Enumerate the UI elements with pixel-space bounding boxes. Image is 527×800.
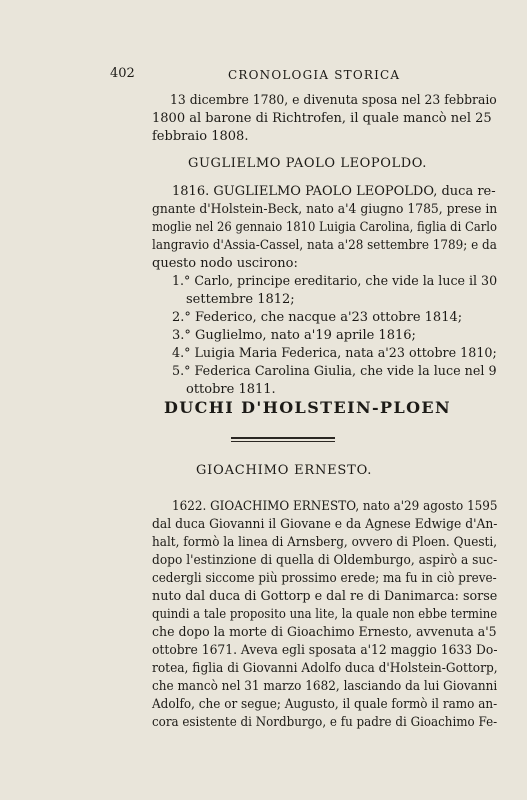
text-line: questo nodo uscirono:	[152, 256, 298, 271]
text-line: nuto dal duca di Gottorp e dal re di Danimarca: sorse	[152, 589, 498, 604]
text-line: gnante d'Holstein-Beck, nato a'4 giugno 1785, prese in	[152, 202, 498, 217]
list-item: settembre 1812;	[186, 292, 295, 307]
text-line: 1816. GUGLIELMO PAOLO LEOPOLDO, duca re-	[172, 184, 496, 199]
text-line: cedergli siccome più prossimo erede; ma fu in ciò preve-	[152, 571, 497, 586]
text-line: febbraio 1808.	[152, 129, 249, 144]
section-heading: GUGLIELMO PAOLO LEOPOLDO.	[188, 156, 428, 171]
divider	[231, 441, 335, 442]
text-line: che dopo la morte di Gioachimo Ernesto, avvenuta a'5	[152, 625, 497, 640]
text-line: moglie nel 26 gennaio 1810 Luigia Carolina, figlia di Carlo	[152, 220, 497, 235]
divider	[231, 437, 335, 439]
running-head: CRONOLOGIA STORICA	[228, 68, 401, 82]
text-line: 1622. GIOACHIMO ERNESTO, nato a'29 agosto 1595	[172, 499, 498, 514]
text-line: quindi a tale proposito una lite, la quale non ebbe termine	[152, 607, 498, 622]
list-item: ottobre 1811.	[186, 382, 276, 397]
text-line: che mancò nel 31 marzo 1682, lasciando da lui Giovanni	[152, 679, 498, 694]
text-line: langravio d'Assia-Cassel, nata a'28 settembre 1789; e da	[152, 238, 497, 253]
section-heading: GIOACHIMO ERNESTO.	[196, 463, 373, 478]
text-line: cora esistente di Nordburgo, e fu padre di Gioachimo Fe-	[152, 715, 498, 730]
page-number: 402	[110, 66, 135, 81]
text-line: 1800 al barone di Richtrofen, il quale mancò nel 25	[152, 111, 492, 126]
text-line: halt, formò la linea di Arnsberg, ovvero di Ploen. Questi,	[152, 535, 498, 550]
text-line: ottobre 1671. Aveva egli sposata a'12 maggio 1633 Do-	[152, 643, 498, 658]
list-item: 2.° Federico, che nacque a'23 ottobre 1814;	[172, 310, 463, 325]
text-line: Adolfo, che or segue; Augusto, il quale formò il ramo an-	[152, 697, 498, 712]
list-item: 1.° Carlo, principe ereditario, che vide la luce il 30	[172, 274, 498, 289]
list-item: 3.° Guglielmo, nato a'19 aprile 1816;	[172, 328, 416, 343]
text-line: dal duca Giovanni il Giovane e da Agnese Edwige d'An-	[152, 517, 498, 532]
list-item: 5.° Federica Carolina Giulia, che vide la luce nel 9	[172, 364, 497, 379]
text-line: dopo l'estinzione di quella di Oldemburgo, aspirò a suc-	[152, 553, 498, 568]
list-item: 4.° Luigia Maria Federica, nata a'23 ottobre 1810;	[172, 346, 497, 361]
text-line: rotea, figlia di Giovanni Adolfo duca d'Holstein-Gottorp,	[152, 661, 498, 676]
section-title: DUCHI D'HOLSTEIN-PLOEN	[164, 398, 452, 417]
text-line: 13 dicembre 1780, e divenuta sposa nel 23 febbraio	[170, 93, 497, 108]
